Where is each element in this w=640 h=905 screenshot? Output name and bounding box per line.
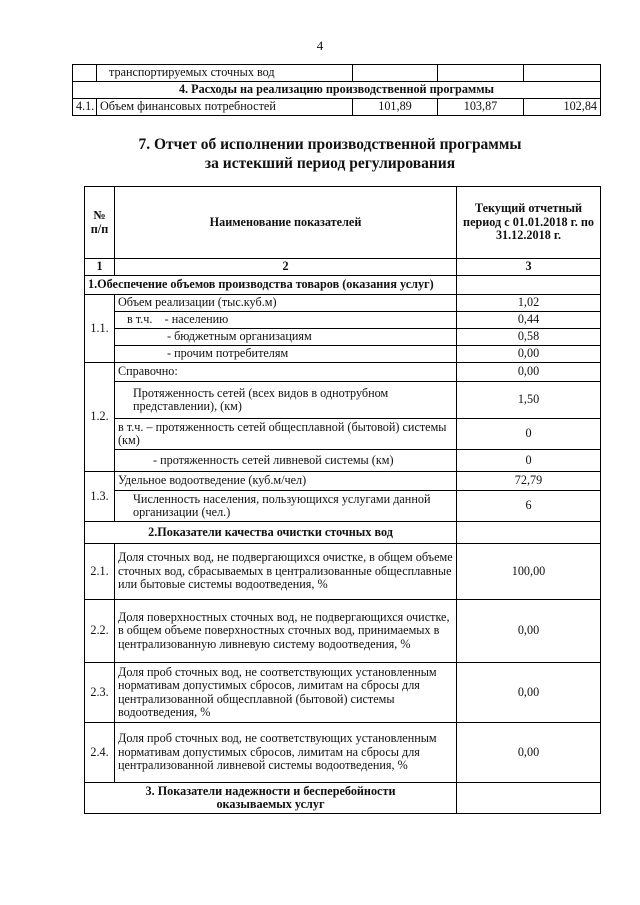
row-label: - прочим потребителям xyxy=(115,346,457,363)
row-number: 1.2. xyxy=(85,363,115,472)
value-cell: 0,44 xyxy=(457,312,601,329)
row-number: 2.1. xyxy=(85,544,115,600)
value-cell: 0,00 xyxy=(457,346,601,363)
table-row xyxy=(85,450,601,472)
value-cell: 72,79 xyxy=(457,472,601,491)
row-label: Доля сточных вод, не подвергающихся очистке, в общем объеме сточных вод, сбрасываемых в централизованные общесплавные или бытовые системы водоотведения, % xyxy=(115,544,457,600)
row-label: Доля поверхностных сточных вод, не подвергающихся очистке, в общем объеме поверхностных сточных вод, принимаемых в централизованную ливневую систему водоотведения, % xyxy=(115,600,457,663)
report-title-line-2: за истекший период регулирования xyxy=(204,155,456,172)
table-row xyxy=(85,663,601,723)
table-row xyxy=(85,723,601,783)
value-cell: 0 xyxy=(457,450,601,472)
col-header-num: № п/п xyxy=(85,187,115,259)
table-row xyxy=(85,363,601,382)
expenses-table xyxy=(72,64,601,116)
row-number: 4.1. xyxy=(73,99,97,116)
table-row xyxy=(85,382,601,419)
row-prefix: в т.ч. xyxy=(127,312,153,327)
section-4-title: 4. Расходы на реализацию производственной программы xyxy=(73,82,601,99)
col-header-name: Наименование показателей xyxy=(115,187,457,259)
value-cell: 103,87 xyxy=(438,99,524,116)
table-row xyxy=(85,544,601,600)
table-row xyxy=(73,65,601,82)
section-3-title: 3. Показатели надежности и бесперебойности оказываемых услуг xyxy=(85,783,457,814)
col-header-period: Текущий отчетный период с 01.01.2018 г. по 31.12.2018 г. xyxy=(457,187,601,259)
header-row xyxy=(85,187,601,259)
value-cell: 0,58 xyxy=(457,329,601,346)
section-row xyxy=(85,276,601,295)
row-number: 2.3. xyxy=(85,663,115,723)
row-number: 2.4. xyxy=(85,723,115,783)
row-label: Объем реализации (тыс.куб.м) xyxy=(115,295,457,312)
row-label: - населению xyxy=(164,312,229,327)
row-number: 1.3. xyxy=(85,472,115,522)
report-table xyxy=(84,186,601,814)
row-label: Объем финансовых потребностей xyxy=(97,99,353,116)
value-cell: 6 xyxy=(457,491,601,522)
table-row xyxy=(85,472,601,491)
value-cell: 1,50 xyxy=(457,382,601,419)
table-row xyxy=(85,312,601,329)
row-label: Доля проб сточных вод, не соответствующих установленным нормативам допустимых сбросов, лимитам на сбросы для централизованной общесплавной (бытовой) системы водоотведения, % xyxy=(115,663,457,723)
value-cell: 100,00 xyxy=(457,544,601,600)
table-row xyxy=(85,600,601,663)
value-cell: 0,00 xyxy=(457,600,601,663)
row-label: транспортируемых сточных вод xyxy=(97,65,353,82)
row-label: - протяженность сетей ливневой системы (км) xyxy=(115,450,457,472)
value-cell: 101,89 xyxy=(353,99,438,116)
report-title-line-1: 7. Отчет об исполнении производственной программы xyxy=(138,136,522,153)
row-label: в т.ч. – протяженность сетей общесплавной (бытовой) системы (км) xyxy=(115,419,457,450)
row-number: 1.1. xyxy=(85,295,115,363)
section-row xyxy=(73,82,601,99)
value-cell: 0,00 xyxy=(457,723,601,783)
row-label: Справочно: xyxy=(115,363,457,382)
page-number: 4 xyxy=(316,38,324,53)
value-cell: 0 xyxy=(457,419,601,450)
value-cell: 0,00 xyxy=(457,663,601,723)
section-2-title: 2.Показатели качества очистки сточных вод xyxy=(85,522,457,544)
section-1-title: 1.Обеспечение объемов производства товаров (оказания услуг) xyxy=(85,276,457,295)
value-cell: 102,84 xyxy=(524,99,601,116)
row-label: - бюджетным организациям xyxy=(115,329,457,346)
row-label: Доля проб сточных вод, не соответствующих установленным нормативам допустимых сбросов, лимитам на сбросы для централизованной ливневой системы водоотведения, % xyxy=(115,723,457,783)
row-label: Численность населения, пользующихся услугами данной организации (чел.) xyxy=(115,491,457,522)
section-row xyxy=(85,522,601,544)
value-cell: 1,02 xyxy=(457,295,601,312)
row-label: Протяженность сетей (всех видов в однотрубном представлении), (км) xyxy=(115,382,457,419)
table-row xyxy=(85,419,601,450)
value-cell: 0,00 xyxy=(457,363,601,382)
table-row xyxy=(73,99,601,116)
column-numbers-row: 1 2 3 xyxy=(85,259,601,276)
table-row xyxy=(85,346,601,363)
row-label: Удельное водоотведение (куб.м/чел) xyxy=(115,472,457,491)
table-row xyxy=(85,491,601,522)
row-number: 2.2. xyxy=(85,600,115,663)
table-row xyxy=(85,329,601,346)
section-row xyxy=(85,783,601,814)
table-row xyxy=(85,295,601,312)
